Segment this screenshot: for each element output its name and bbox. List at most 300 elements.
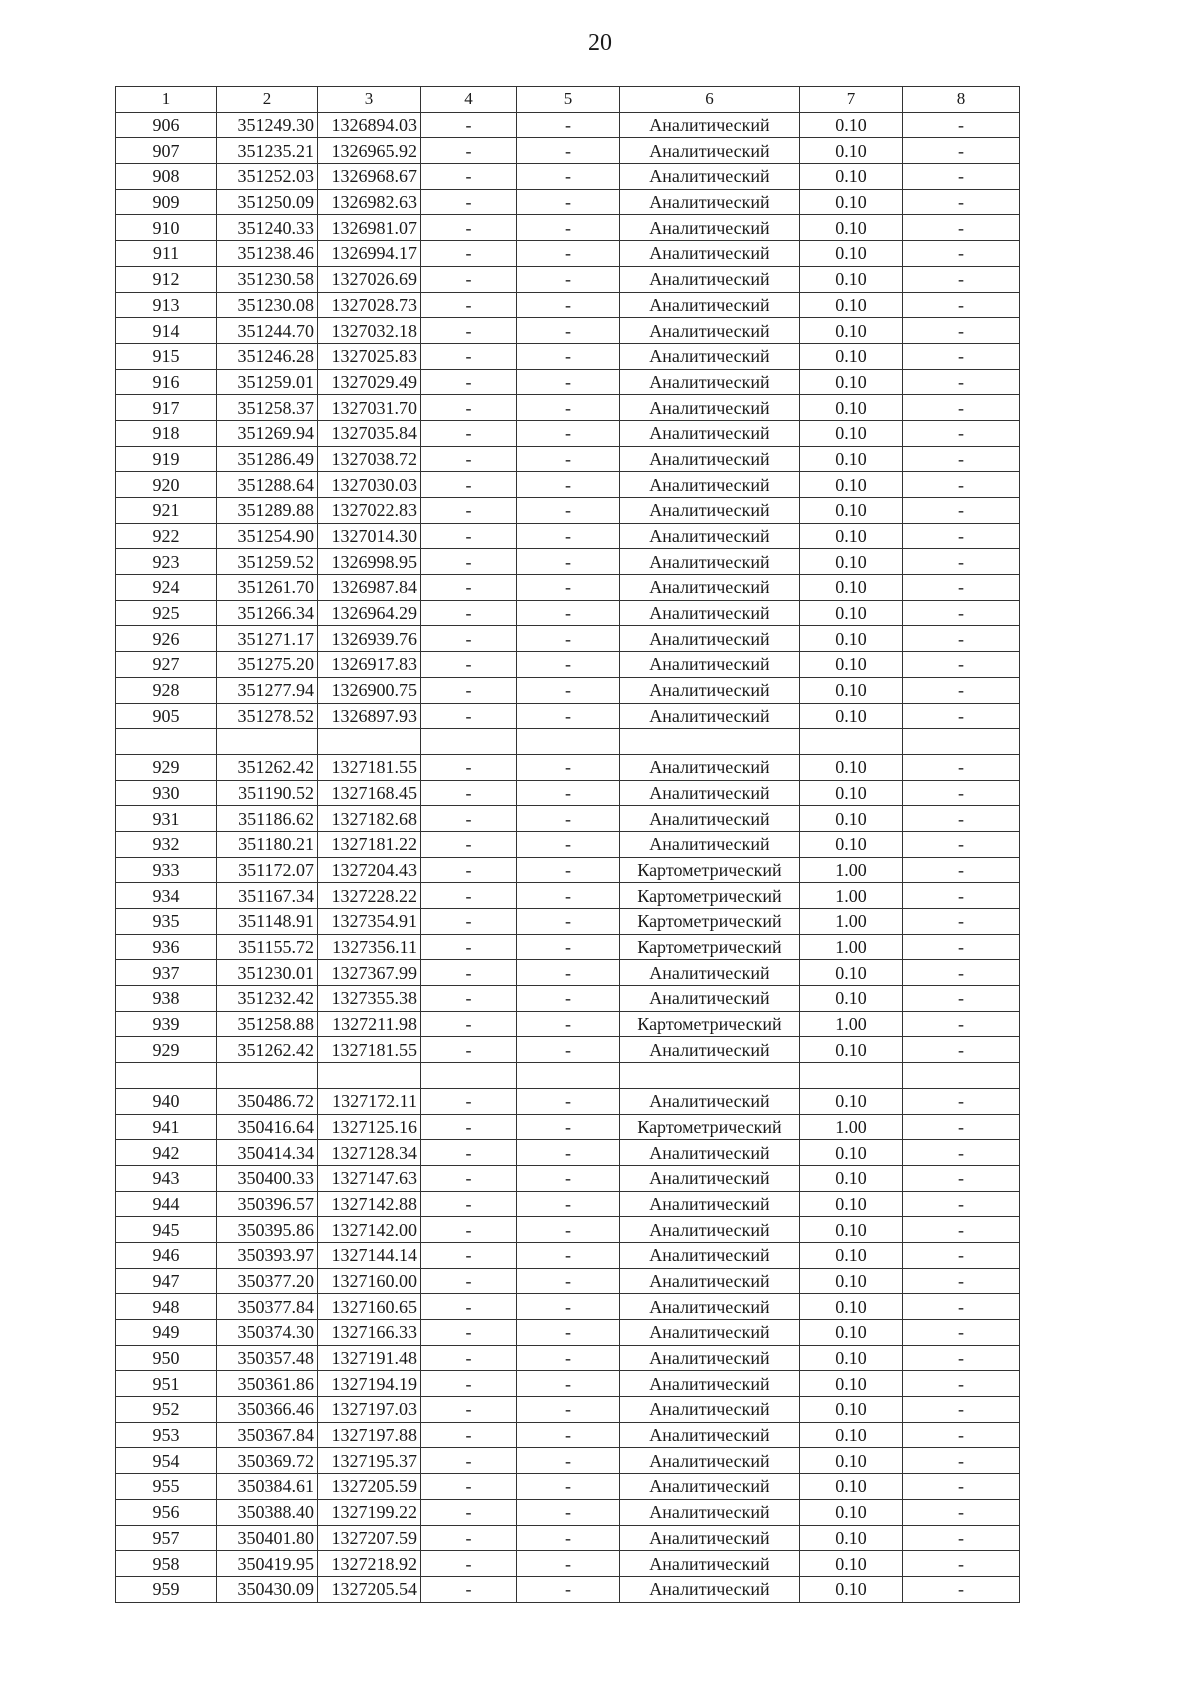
cell-point-number: 933: [116, 857, 217, 883]
cell-col-4: -: [421, 369, 517, 395]
cell-col-5: -: [517, 1268, 620, 1294]
cell-col-8: -: [903, 164, 1020, 190]
cell-coord-y: 1326968.67: [318, 164, 421, 190]
cell-col-8: -: [903, 883, 1020, 909]
cell-method: Аналитический: [620, 1525, 800, 1551]
coordinates-table: [115, 86, 1020, 1603]
cell-accuracy: 0.10: [800, 1191, 903, 1217]
empty-cell: [116, 1063, 217, 1089]
cell-point-number: 911: [116, 241, 217, 267]
cell-accuracy: 0.10: [800, 241, 903, 267]
cell-coord-x: 351190.52: [217, 780, 318, 806]
cell-col-5: -: [517, 266, 620, 292]
cell-col-8: -: [903, 652, 1020, 678]
empty-cell: [318, 1063, 421, 1089]
cell-coord-y: 1327038.72: [318, 446, 421, 472]
cell-col-4: -: [421, 600, 517, 626]
cell-col-8: -: [903, 857, 1020, 883]
cell-col-5: -: [517, 164, 620, 190]
cell-point-number: 956: [116, 1499, 217, 1525]
cell-accuracy: 0.10: [800, 523, 903, 549]
table-row: [116, 780, 1020, 806]
cell-col-4: -: [421, 626, 517, 652]
cell-coord-y: 1327195.37: [318, 1448, 421, 1474]
cell-coord-y: 1327205.59: [318, 1474, 421, 1500]
cell-accuracy: 0.10: [800, 1165, 903, 1191]
header-cell: 3: [318, 87, 421, 113]
cell-accuracy: 0.10: [800, 626, 903, 652]
cell-point-number: 920: [116, 472, 217, 498]
cell-col-8: -: [903, 1140, 1020, 1166]
cell-method: Аналитический: [620, 189, 800, 215]
cell-method: Картометрический: [620, 934, 800, 960]
table-row: [116, 343, 1020, 369]
cell-col-5: -: [517, 1422, 620, 1448]
cell-point-number: 952: [116, 1397, 217, 1423]
cell-coord-x: 351275.20: [217, 652, 318, 678]
cell-col-4: -: [421, 652, 517, 678]
cell-point-number: 959: [116, 1576, 217, 1602]
cell-point-number: 932: [116, 831, 217, 857]
cell-accuracy: 0.10: [800, 1474, 903, 1500]
cell-coord-x: 351262.42: [217, 754, 318, 780]
cell-col-5: -: [517, 498, 620, 524]
cell-col-4: -: [421, 420, 517, 446]
cell-accuracy: 0.10: [800, 1551, 903, 1577]
table-row: [116, 472, 1020, 498]
cell-coord-y: 1327147.63: [318, 1165, 421, 1191]
cell-accuracy: 1.00: [800, 1114, 903, 1140]
cell-coord-x: 350388.40: [217, 1499, 318, 1525]
cell-accuracy: 0.10: [800, 575, 903, 601]
cell-col-4: -: [421, 446, 517, 472]
empty-cell: [620, 1063, 800, 1089]
cell-method: Аналитический: [620, 395, 800, 421]
table-row: [116, 420, 1020, 446]
table-row: [116, 241, 1020, 267]
cell-method: Аналитический: [620, 780, 800, 806]
cell-coord-y: 1327030.03: [318, 472, 421, 498]
cell-col-8: -: [903, 703, 1020, 729]
cell-col-5: -: [517, 369, 620, 395]
cell-method: Аналитический: [620, 472, 800, 498]
cell-accuracy: 0.10: [800, 986, 903, 1012]
cell-col-4: -: [421, 909, 517, 935]
cell-col-8: -: [903, 806, 1020, 832]
cell-col-5: -: [517, 575, 620, 601]
cell-col-4: -: [421, 857, 517, 883]
cell-accuracy: 0.10: [800, 677, 903, 703]
cell-col-5: -: [517, 909, 620, 935]
cell-coord-y: 1327199.22: [318, 1499, 421, 1525]
cell-accuracy: 0.10: [800, 1242, 903, 1268]
cell-col-5: -: [517, 395, 620, 421]
cell-col-8: -: [903, 369, 1020, 395]
cell-col-4: -: [421, 677, 517, 703]
cell-col-8: -: [903, 1422, 1020, 1448]
cell-coord-x: 350366.46: [217, 1397, 318, 1423]
cell-accuracy: 1.00: [800, 857, 903, 883]
cell-accuracy: 0.10: [800, 138, 903, 164]
cell-col-4: -: [421, 960, 517, 986]
cell-method: Аналитический: [620, 986, 800, 1012]
cell-coord-x: 350400.33: [217, 1165, 318, 1191]
cell-coord-y: 1327128.34: [318, 1140, 421, 1166]
cell-accuracy: 0.10: [800, 1371, 903, 1397]
cell-coord-y: 1327355.38: [318, 986, 421, 1012]
cell-accuracy: 0.10: [800, 1525, 903, 1551]
table-row: [116, 1268, 1020, 1294]
cell-col-4: -: [421, 523, 517, 549]
empty-cell: [217, 1063, 318, 1089]
cell-col-4: -: [421, 1474, 517, 1500]
table-row: [116, 1320, 1020, 1346]
cell-accuracy: 0.10: [800, 831, 903, 857]
cell-coord-y: 1327204.43: [318, 857, 421, 883]
cell-coord-y: 1326964.29: [318, 600, 421, 626]
cell-col-4: -: [421, 549, 517, 575]
cell-point-number: 921: [116, 498, 217, 524]
table-header-row: [116, 87, 1020, 113]
cell-col-8: -: [903, 498, 1020, 524]
header-cell: 2: [217, 87, 318, 113]
cell-coord-y: 1327228.22: [318, 883, 421, 909]
cell-col-8: -: [903, 1551, 1020, 1577]
cell-accuracy: 1.00: [800, 909, 903, 935]
cell-coord-x: 351258.37: [217, 395, 318, 421]
cell-accuracy: 0.10: [800, 420, 903, 446]
cell-col-4: -: [421, 754, 517, 780]
cell-method: Аналитический: [620, 1397, 800, 1423]
cell-coord-x: 350357.48: [217, 1345, 318, 1371]
group-separator-row: [116, 729, 1020, 755]
cell-accuracy: 0.10: [800, 1448, 903, 1474]
cell-coord-x: 351269.94: [217, 420, 318, 446]
table-row: [116, 1114, 1020, 1140]
table-row: [116, 369, 1020, 395]
cell-point-number: 905: [116, 703, 217, 729]
cell-col-8: -: [903, 1268, 1020, 1294]
cell-point-number: 936: [116, 934, 217, 960]
table-row: [116, 1474, 1020, 1500]
cell-coord-y: 1327194.19: [318, 1371, 421, 1397]
cell-point-number: 945: [116, 1217, 217, 1243]
cell-col-8: -: [903, 909, 1020, 935]
cell-point-number: 950: [116, 1345, 217, 1371]
cell-coord-y: 1326965.92: [318, 138, 421, 164]
cell-coord-y: 1327142.88: [318, 1191, 421, 1217]
header-cell: 6: [620, 87, 800, 113]
cell-accuracy: 0.10: [800, 446, 903, 472]
cell-coord-x: 350374.30: [217, 1320, 318, 1346]
empty-cell: [620, 729, 800, 755]
table-row: [116, 189, 1020, 215]
table-row: [116, 986, 1020, 1012]
cell-col-8: -: [903, 1397, 1020, 1423]
cell-col-4: -: [421, 292, 517, 318]
cell-coord-x: 350430.09: [217, 1576, 318, 1602]
cell-accuracy: 0.10: [800, 1088, 903, 1114]
cell-coord-y: 1327168.45: [318, 780, 421, 806]
cell-method: Аналитический: [620, 1576, 800, 1602]
table-row: [116, 806, 1020, 832]
cell-col-8: -: [903, 780, 1020, 806]
cell-col-4: -: [421, 780, 517, 806]
header-cell: 7: [800, 87, 903, 113]
cell-col-4: -: [421, 806, 517, 832]
cell-col-5: -: [517, 1294, 620, 1320]
cell-accuracy: 0.10: [800, 1397, 903, 1423]
cell-coord-y: 1327191.48: [318, 1345, 421, 1371]
cell-coord-y: 1327172.11: [318, 1088, 421, 1114]
cell-coord-x: 350384.61: [217, 1474, 318, 1500]
cell-coord-x: 350393.97: [217, 1242, 318, 1268]
cell-col-5: -: [517, 1576, 620, 1602]
table-row: [116, 1371, 1020, 1397]
cell-col-4: -: [421, 343, 517, 369]
cell-col-8: -: [903, 1294, 1020, 1320]
coordinates-table-wrapper: [115, 86, 1020, 1603]
table-row: [116, 1165, 1020, 1191]
cell-method: Аналитический: [620, 1448, 800, 1474]
cell-accuracy: 0.10: [800, 806, 903, 832]
table-row: [116, 1191, 1020, 1217]
cell-col-4: -: [421, 934, 517, 960]
cell-col-5: -: [517, 754, 620, 780]
cell-col-4: -: [421, 472, 517, 498]
table-row: [116, 498, 1020, 524]
table-row: [116, 266, 1020, 292]
cell-coord-y: 1327142.00: [318, 1217, 421, 1243]
cell-point-number: 942: [116, 1140, 217, 1166]
cell-coord-x: 351167.34: [217, 883, 318, 909]
cell-method: Аналитический: [620, 523, 800, 549]
table-row: [116, 626, 1020, 652]
cell-coord-y: 1327028.73: [318, 292, 421, 318]
cell-point-number: 937: [116, 960, 217, 986]
cell-method: Аналитический: [620, 369, 800, 395]
cell-coord-y: 1327160.00: [318, 1268, 421, 1294]
cell-accuracy: 0.10: [800, 498, 903, 524]
cell-accuracy: 0.10: [800, 1320, 903, 1346]
cell-col-5: -: [517, 523, 620, 549]
cell-method: Аналитический: [620, 1474, 800, 1500]
cell-method: Аналитический: [620, 1422, 800, 1448]
cell-method: Аналитический: [620, 1294, 800, 1320]
cell-col-8: -: [903, 1191, 1020, 1217]
cell-col-8: -: [903, 1448, 1020, 1474]
cell-col-8: -: [903, 600, 1020, 626]
cell-col-8: -: [903, 1088, 1020, 1114]
page-number: 20: [588, 30, 612, 56]
cell-accuracy: 0.10: [800, 292, 903, 318]
table-row: [116, 112, 1020, 138]
cell-col-4: -: [421, 1320, 517, 1346]
cell-coord-x: 351277.94: [217, 677, 318, 703]
cell-coord-y: 1327218.92: [318, 1551, 421, 1577]
cell-col-8: -: [903, 626, 1020, 652]
cell-coord-x: 351259.52: [217, 549, 318, 575]
cell-point-number: 931: [116, 806, 217, 832]
cell-point-number: 909: [116, 189, 217, 215]
cell-col-4: -: [421, 1397, 517, 1423]
cell-method: Аналитический: [620, 292, 800, 318]
cell-accuracy: 0.10: [800, 1217, 903, 1243]
cell-col-5: -: [517, 626, 620, 652]
cell-col-8: -: [903, 446, 1020, 472]
cell-coord-y: 1327205.54: [318, 1576, 421, 1602]
cell-point-number: 930: [116, 780, 217, 806]
cell-col-8: -: [903, 523, 1020, 549]
cell-col-8: -: [903, 960, 1020, 986]
cell-method: Аналитический: [620, 241, 800, 267]
cell-col-5: -: [517, 472, 620, 498]
cell-coord-x: 351266.34: [217, 600, 318, 626]
cell-coord-x: 350396.57: [217, 1191, 318, 1217]
cell-col-8: -: [903, 1371, 1020, 1397]
empty-cell: [903, 729, 1020, 755]
cell-coord-y: 1327125.16: [318, 1114, 421, 1140]
table-row: [116, 523, 1020, 549]
empty-cell: [217, 729, 318, 755]
cell-col-5: -: [517, 215, 620, 241]
cell-col-8: -: [903, 112, 1020, 138]
cell-col-8: -: [903, 1037, 1020, 1063]
cell-accuracy: 0.10: [800, 318, 903, 344]
cell-col-8: -: [903, 138, 1020, 164]
cell-col-4: -: [421, 575, 517, 601]
cell-col-4: -: [421, 1345, 517, 1371]
table-row: [116, 1242, 1020, 1268]
cell-accuracy: 0.10: [800, 652, 903, 678]
cell-method: Картометрический: [620, 857, 800, 883]
cell-coord-y: 1327029.49: [318, 369, 421, 395]
cell-col-8: -: [903, 1242, 1020, 1268]
cell-col-5: -: [517, 703, 620, 729]
empty-cell: [517, 729, 620, 755]
cell-col-4: -: [421, 1140, 517, 1166]
empty-cell: [421, 729, 517, 755]
cell-col-4: -: [421, 318, 517, 344]
cell-accuracy: 0.10: [800, 215, 903, 241]
cell-accuracy: 1.00: [800, 1011, 903, 1037]
cell-method: Аналитический: [620, 806, 800, 832]
cell-coord-x: 350361.86: [217, 1371, 318, 1397]
cell-method: Аналитический: [620, 754, 800, 780]
cell-method: Картометрический: [620, 1114, 800, 1140]
cell-coord-y: 1327026.69: [318, 266, 421, 292]
cell-method: Аналитический: [620, 138, 800, 164]
cell-point-number: 941: [116, 1114, 217, 1140]
cell-col-8: -: [903, 266, 1020, 292]
cell-col-5: -: [517, 241, 620, 267]
cell-col-5: -: [517, 780, 620, 806]
cell-coord-y: 1327022.83: [318, 498, 421, 524]
cell-method: Аналитический: [620, 1088, 800, 1114]
cell-col-8: -: [903, 1217, 1020, 1243]
table-row: [116, 1448, 1020, 1474]
cell-method: Аналитический: [620, 343, 800, 369]
cell-col-4: -: [421, 1371, 517, 1397]
cell-col-5: -: [517, 1551, 620, 1577]
cell-col-8: -: [903, 1525, 1020, 1551]
cell-point-number: 951: [116, 1371, 217, 1397]
cell-col-5: -: [517, 1474, 620, 1500]
cell-coord-y: 1326917.83: [318, 652, 421, 678]
cell-col-8: -: [903, 1576, 1020, 1602]
cell-col-5: -: [517, 292, 620, 318]
cell-coord-x: 351262.42: [217, 1037, 318, 1063]
cell-accuracy: 0.10: [800, 112, 903, 138]
table-row: [116, 857, 1020, 883]
cell-accuracy: 0.10: [800, 780, 903, 806]
cell-col-5: -: [517, 1037, 620, 1063]
table-row: [116, 677, 1020, 703]
cell-coord-x: 350377.84: [217, 1294, 318, 1320]
cell-method: Аналитический: [620, 677, 800, 703]
cell-accuracy: 0.10: [800, 960, 903, 986]
cell-method: Картометрический: [620, 909, 800, 935]
cell-col-4: -: [421, 1525, 517, 1551]
cell-coord-y: 1326897.93: [318, 703, 421, 729]
cell-coord-x: 351252.03: [217, 164, 318, 190]
cell-col-8: -: [903, 343, 1020, 369]
table-row: [116, 1088, 1020, 1114]
cell-method: Аналитический: [620, 1268, 800, 1294]
cell-point-number: 938: [116, 986, 217, 1012]
table-body: [116, 112, 1020, 1602]
cell-coord-x: 350367.84: [217, 1422, 318, 1448]
cell-col-5: -: [517, 1397, 620, 1423]
cell-col-4: -: [421, 215, 517, 241]
cell-coord-y: 1327032.18: [318, 318, 421, 344]
cell-col-5: -: [517, 1448, 620, 1474]
table-row: [116, 395, 1020, 421]
cell-col-8: -: [903, 575, 1020, 601]
cell-col-4: -: [421, 1576, 517, 1602]
cell-method: Аналитический: [620, 831, 800, 857]
table-row: [116, 292, 1020, 318]
group-separator-row: [116, 1063, 1020, 1089]
cell-method: Аналитический: [620, 1320, 800, 1346]
cell-coord-x: 350416.64: [217, 1114, 318, 1140]
cell-col-4: -: [421, 189, 517, 215]
cell-method: Аналитический: [620, 1165, 800, 1191]
cell-col-4: -: [421, 164, 517, 190]
table-row: [116, 652, 1020, 678]
cell-coord-x: 351258.88: [217, 1011, 318, 1037]
cell-accuracy: 0.10: [800, 266, 903, 292]
cell-coord-x: 350395.86: [217, 1217, 318, 1243]
cell-coord-x: 351230.08: [217, 292, 318, 318]
cell-coord-y: 1327160.65: [318, 1294, 421, 1320]
cell-col-5: -: [517, 652, 620, 678]
cell-coord-x: 351244.70: [217, 318, 318, 344]
table-row: [116, 883, 1020, 909]
cell-col-8: -: [903, 1499, 1020, 1525]
cell-coord-y: 1327166.33: [318, 1320, 421, 1346]
cell-col-5: -: [517, 446, 620, 472]
empty-cell: [517, 1063, 620, 1089]
cell-col-5: -: [517, 138, 620, 164]
cell-coord-y: 1326987.84: [318, 575, 421, 601]
cell-coord-x: 351238.46: [217, 241, 318, 267]
cell-method: Аналитический: [620, 703, 800, 729]
cell-method: Аналитический: [620, 1140, 800, 1166]
table-row: [116, 934, 1020, 960]
cell-col-4: -: [421, 1551, 517, 1577]
cell-coord-x: 350414.34: [217, 1140, 318, 1166]
